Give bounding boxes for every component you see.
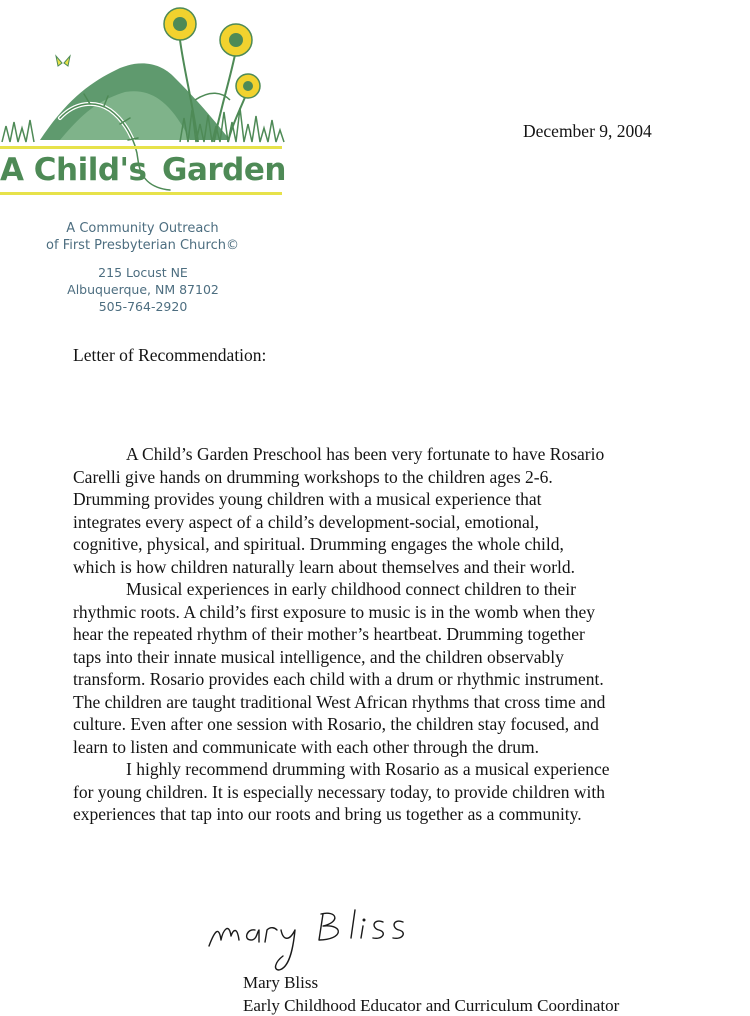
salutation: Letter of Recommendation: [73, 345, 267, 365]
logo-word-1: A Child's [0, 152, 147, 188]
paragraph-3: I highly recommend drumming with Rosario as a musical experience for young children. It is especially necessary today, to provide children with experiences that tap into our roots and bring us together as a community. [73, 759, 610, 824]
logo-stripe-top [0, 146, 282, 149]
org-address [8, 264, 278, 315]
phone-number: 505-764-2920 [98, 299, 188, 314]
butterfly-icon [56, 56, 70, 66]
sunflower-icon [220, 24, 252, 56]
org-description [0, 220, 285, 254]
handwritten-signature [205, 900, 475, 980]
logo-stripe-bottom [0, 192, 282, 195]
logo-wordmark [0, 152, 286, 188]
letter-body [73, 443, 750, 826]
paragraph-2: Musical experiences in early childhood connect children to their rhythmic roots. A child’s first exposure to music is in the womb when they hear the repeated rhythm of their mother’s heartbeat. Drumming together taps into their innate musical intelligence, and the children observably transform. Rosario provides each child with a drum or rhythmic instrument. The children are taught traditional West African rhythms that cross time and culture. Even after one session with Rosario, the children stay focused, and learn to listen and communicate with each other through the drum. [73, 579, 606, 757]
org-line-1: A Community Outreach [66, 221, 219, 236]
signer-name: Mary Bliss [243, 973, 319, 992]
sunflower-icon [164, 8, 196, 40]
paragraph-1: A Child’s Garden Preschool has been very fortunate to have Rosario Carelli give hands on drumming workshops to the children ages 2-6. Drumming provides young children with a musical experience that integrates every aspect of a child’s development-social, emotional, cognitive, physical, and spiritual. Drumming engages the whole child, which is how children naturally learn about themselves and their world. [73, 444, 605, 577]
address-line-2: Albuquerque, NM 87102 [67, 282, 219, 297]
signer-title: Early Childhood Educator and Curriculum Coordinator [243, 996, 620, 1015]
sunflower-icon [236, 74, 260, 98]
org-line-2: of First Presbyterian Church© [46, 238, 239, 253]
logo-word-2: Garden [162, 152, 286, 188]
letter-date: December 9, 2004 [523, 121, 652, 141]
letterhead [0, 0, 300, 330]
address-line-1: 215 Locust NE [98, 265, 188, 280]
